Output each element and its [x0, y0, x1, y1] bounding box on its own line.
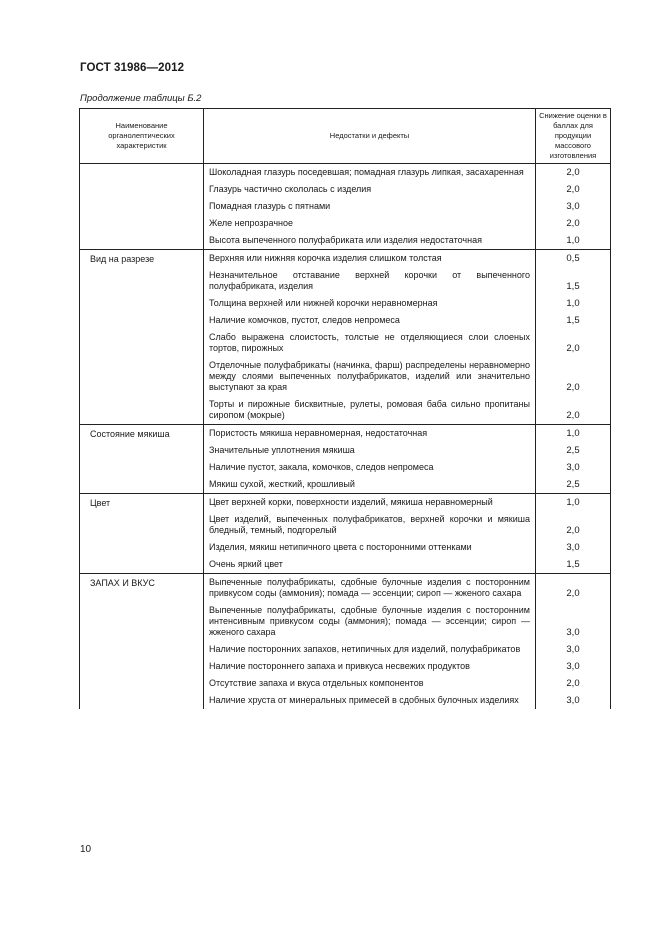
- defect-cell: Отделочные полуфабрикаты (начинка, фарш) распределены неравномерно между слоями выпеченных полуфабрикатов, изделий или значительно выступают за края: [204, 357, 536, 396]
- defect-cell: Пористость мякиша неравномерная, недостаточная: [204, 425, 536, 443]
- defect-cell: Отсутствие запаха и вкуса отдельных компонентов: [204, 675, 536, 692]
- defect-cell: Глазурь частично скололась с изделия: [204, 181, 536, 198]
- characteristic-cell: Состояние мякиша: [80, 425, 204, 494]
- score-cell: 2,0: [536, 574, 611, 603]
- defect-cell: Наличие комочков, пустот, следов непромеса: [204, 312, 536, 329]
- score-cell: 1,5: [536, 267, 611, 295]
- characteristic-cell: [80, 164, 204, 250]
- score-cell: 2,0: [536, 396, 611, 425]
- table-caption: Продолжение таблицы Б.2: [80, 93, 202, 104]
- defect-cell: Мякиш сухой, жесткий, крошливый: [204, 476, 536, 494]
- score-cell: 3,0: [536, 459, 611, 476]
- defect-cell: Наличие посторонних запахов, нетипичных для изделий, полуфабрикатов: [204, 641, 536, 658]
- score-cell: 2,0: [536, 215, 611, 232]
- column-header-defects: Недостатки и дефекты: [204, 109, 536, 164]
- score-cell: 2,5: [536, 442, 611, 459]
- table-row: [80, 164, 611, 182]
- defect-cell: Шоколадная глазурь поседевшая; помадная глазурь липкая, засахаренная: [204, 164, 536, 182]
- score-cell: 1,5: [536, 312, 611, 329]
- score-cell: 2,5: [536, 476, 611, 494]
- defect-cell: Очень яркий цвет: [204, 556, 536, 574]
- score-cell: 1,0: [536, 494, 611, 512]
- defect-cell: Значительные уплотнения мякиша: [204, 442, 536, 459]
- table-row: [80, 250, 611, 268]
- document-title: ГОСТ 31986—2012: [80, 62, 185, 74]
- defect-cell: Изделия, мякиш нетипичного цвета с посторонними оттенками: [204, 539, 536, 556]
- score-cell: 2,0: [536, 181, 611, 198]
- score-cell: 3,0: [536, 602, 611, 641]
- characteristic-cell: Вид на разрезе: [80, 250, 204, 425]
- defect-cell: Наличие постороннего запаха и привкуса несвежих продуктов: [204, 658, 536, 675]
- score-cell: 2,0: [536, 511, 611, 539]
- defect-cell: Незначительное отставание верхней корочки от выпеченного полуфабриката, изделия: [204, 267, 536, 295]
- defect-cell: Помадная глазурь с пятнами: [204, 198, 536, 215]
- score-cell: 3,0: [536, 692, 611, 709]
- score-cell: 3,0: [536, 198, 611, 215]
- defect-cell: Наличие хруста от минеральных примесей в сдобных булочных изделиях: [204, 692, 536, 709]
- defect-cell: Выпеченные полуфабрикаты, сдобные булочные изделия с посторонним интенсивным привкусом соды (аммония); помада — эссенции; сироп — жженого сахара: [204, 602, 536, 641]
- table-body: [80, 164, 611, 710]
- defect-cell: Цвет изделий, выпеченных полуфабрикатов, верхней корочки и мякиша бледный, темный, подгорелый: [204, 511, 536, 539]
- score-cell: 3,0: [536, 658, 611, 675]
- defects-table: [79, 108, 611, 709]
- defect-cell: Слабо выражена слоистость, толстые не отделяющиеся слои слоеных тортов, пирожных: [204, 329, 536, 357]
- score-cell: 3,0: [536, 641, 611, 658]
- defect-cell: Желе непрозрачное: [204, 215, 536, 232]
- characteristic-cell: Цвет: [80, 494, 204, 574]
- table-header-row: [80, 109, 611, 164]
- score-cell: 2,0: [536, 329, 611, 357]
- score-cell: 2,0: [536, 357, 611, 396]
- table-row: [80, 494, 611, 512]
- column-header-characteristic: Наименование органолептических характеристик: [80, 109, 204, 164]
- page-number: 10: [80, 844, 92, 855]
- defect-cell: Толщина верхней или нижней корочки неравномерная: [204, 295, 536, 312]
- score-cell: 2,0: [536, 164, 611, 182]
- defect-cell: Верхняя или нижняя корочка изделия слишком толстая: [204, 250, 536, 268]
- score-cell: 1,0: [536, 232, 611, 250]
- score-cell: 0,5: [536, 250, 611, 268]
- defect-cell: Цвет верхней корки, поверхности изделий, мякиша неравномерный: [204, 494, 536, 512]
- defect-cell: Наличие пустот, закала, комочков, следов непромеса: [204, 459, 536, 476]
- score-cell: 1,0: [536, 425, 611, 443]
- column-header-score-reduction: Снижение оценки в баллах для продукции массового изготовления: [536, 109, 611, 164]
- score-cell: 1,5: [536, 556, 611, 574]
- table-row: [80, 574, 611, 603]
- score-cell: 2,0: [536, 675, 611, 692]
- defect-cell: Выпеченные полуфабрикаты, сдобные булочные изделия с посторонним привкусом соды (аммония); помада — эссенции; сироп — жженого сахара: [204, 574, 536, 603]
- characteristic-cell: ЗАПАХ И ВКУС: [80, 574, 204, 710]
- score-cell: 1,0: [536, 295, 611, 312]
- score-cell: 3,0: [536, 539, 611, 556]
- table-row: [80, 425, 611, 443]
- defect-cell: Высота выпеченного полуфабриката или изделия недостаточная: [204, 232, 536, 250]
- defect-cell: Торты и пирожные бисквитные, рулеты, ромовая баба сильно пропитаны сиропом (мокрые): [204, 396, 536, 425]
